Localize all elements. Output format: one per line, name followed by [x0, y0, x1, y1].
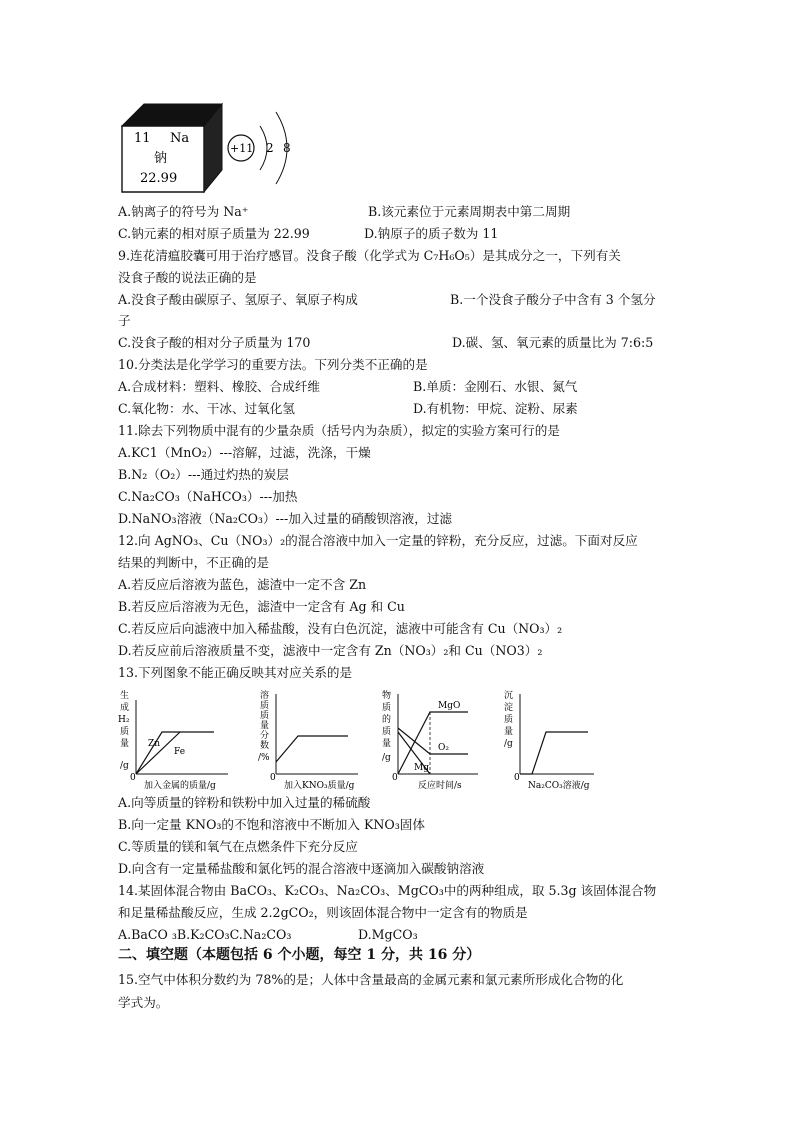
graph-a-fe-label: Fe — [174, 747, 186, 757]
q8-option-a: A.钠离子的符号为 Na⁺ — [118, 204, 249, 219]
graph-d — [504, 690, 594, 791]
graph-b-ylabel-4: 量 — [260, 721, 270, 731]
graph-b-ylabel-1: 溶 — [260, 691, 270, 701]
graph-d-origin: 0 — [514, 773, 520, 783]
graph-d-unit: /g — [504, 739, 513, 749]
q12-option-a: A.若反应后溶液为蓝色，滤渣中一定不含 Zn — [118, 577, 367, 592]
graph-b — [258, 689, 358, 791]
element-symbol: Na — [170, 131, 190, 146]
graph-a-ylabel-1: 生 — [120, 691, 130, 701]
sodium-element-figure — [118, 100, 308, 196]
q12-option-d: D.若反应前后溶液质量不变，滤液中一定含有 Zn（NO₃）₂和 Cu（NO3）₂ — [118, 643, 543, 658]
q9-option-b: B.一个没食子酸分子中含有 3 个氢分 — [450, 292, 656, 307]
shell-1-count: 2 — [266, 141, 274, 155]
graph-b-ylabel-2: 质 — [260, 701, 270, 711]
graph-a-unit: /g — [120, 761, 129, 771]
q11-option-d: D.NaNO₃溶液（Na₂CO₃）---加入过量的硝酸钡溶液，过滤 — [118, 511, 453, 526]
q9-stem-line1: 9.连花清瘟胶囊可用于治疗感冒。没食子酸（化学式为 C₇H₆O₅）是其成分之一，下列有关 — [118, 248, 621, 263]
q11-option-a: A.KC1（MnO₂）---溶解，过滤，洗涤，干燥 — [118, 445, 371, 460]
q10-option-b: B.单质：金刚石、水银、氮气 — [413, 379, 578, 394]
graph-d-ylabel-4: 量 — [504, 727, 514, 737]
q9-option-a: A.没食子酸由碳原子、氢原子、氧原子构成 — [118, 292, 358, 307]
graph-b-ylabel-6: 数 — [260, 741, 270, 751]
graph-b-ylabel-3: 质 — [260, 711, 270, 721]
graph-a — [118, 689, 228, 791]
q8-option-d: D.钠原子的质子数为 11 — [364, 226, 499, 241]
graph-c-ylabel-5: 量 — [382, 739, 392, 749]
q10-option-a: A.合成材料：塑料、橡胶、合成纤维 — [118, 379, 321, 394]
q13-stem: 13.下列图象不能正确反映其对应关系的是 — [118, 665, 353, 680]
graph-b-xlabel: 加入KNO₃质量/g — [284, 781, 355, 791]
q9-option-b-wrap: 子 — [118, 313, 131, 328]
graph-c-unit: /g — [382, 753, 391, 763]
graph-d-xlabel: Na₂CO₃溶液/g — [528, 781, 590, 791]
q9-option-d: D.碳、氢、氧元素的质量比为 7:6:5 — [452, 335, 654, 350]
q14-stem-line1: 14.某固体混合物由 BaCO₃、K₂CO₃、Na₂CO₃、MgCO₃中的两种组成，取 5.3g 该固体混合物 — [118, 883, 657, 898]
graph-a-zn-label: Zn — [148, 739, 161, 749]
shell-2-count: 8 — [283, 141, 291, 155]
q14-stem-line2: 和足量稀盐酸反应，生成 2.2gCO₂，则该固体混合物中一定含有的物质是 — [118, 905, 528, 920]
graph-d-ylabel-3: 质 — [504, 715, 514, 725]
graph-b-ylabel-5: 分 — [260, 731, 270, 741]
graph-a-ylabel-4: 质 — [120, 727, 130, 737]
q13-graphs — [118, 688, 598, 792]
graph-d-ylabel-2: 淀 — [504, 703, 514, 713]
q10-stem: 10.分类法是化学学习的重要方法。下列分类不正确的是 — [118, 357, 428, 372]
q13-option-c: C.等质量的镁和氧气在点燃条件下充分反应 — [118, 839, 358, 854]
q8-option-b: B.该元素位于元素周期表中第二周期 — [368, 204, 571, 219]
graph-a-origin: 0 — [130, 773, 136, 783]
q15-line2: 学式为。 — [118, 995, 169, 1010]
graph-c-ylabel-2: 质 — [382, 703, 392, 713]
nucleus-charge: +11 — [230, 142, 254, 155]
q11-option-b: B.N₂（O₂）---通过灼热的炭层 — [118, 467, 289, 482]
graph-c — [382, 689, 478, 791]
q12-stem-line2: 结果的判断中，不正确的是 — [118, 555, 270, 570]
q11-stem: 11.除去下列物质中混有的少量杂质（括号内为杂质），拟定的实验方案可行的是 — [118, 423, 560, 438]
graph-c-xlabel: 反应时间/s — [418, 781, 462, 791]
q9-option-c: C.没食子酸的相对分子质量为 170 — [118, 335, 311, 350]
q9-stem-line2: 没食子酸的说法正确的是 — [118, 270, 257, 285]
element-number: 11 — [134, 131, 151, 146]
graph-b-unit: /% — [258, 753, 270, 763]
graph-d-ylabel-1: 沉 — [504, 691, 514, 701]
graph-a-ylabel-5: 量 — [120, 739, 130, 749]
graph-c-ylabel-1: 物 — [382, 691, 392, 701]
q12-option-b: B.若反应后溶液为无色，滤渣中一定含有 Ag 和 Cu — [118, 599, 405, 614]
graph-b-origin: 0 — [270, 773, 276, 783]
graph-c-origin: 0 — [392, 773, 398, 783]
q13-option-d: D.向含有一定量稀盐酸和氯化钙的混合溶液中逐滴加入碳酸钠溶液 — [118, 861, 485, 876]
q10-option-c: C.氧化物：水、干冰、过氧化氢 — [118, 401, 295, 416]
element-mass: 22.99 — [140, 171, 178, 186]
q14-options-abc: A.BaCO ₃B.K₂CO₃C.Na₂CO₃ — [118, 927, 292, 942]
graph-a-ylabel-2: 成 — [120, 703, 130, 713]
q10-option-d: D.有机物：甲烷、淀粉、尿素 — [413, 401, 578, 416]
graph-c-ylabel-4: 质 — [382, 727, 392, 737]
graph-c-mg-label: Mg — [414, 763, 429, 773]
graph-c-ylabel-3: 的 — [382, 715, 392, 725]
q11-option-c: C.Na₂CO₃（NaHCO₃）---加热 — [118, 489, 298, 504]
element-name: 钠 — [154, 151, 168, 166]
q13-option-b: B.向一定量 KNO₃的不饱和溶液中不断加入 KNO₃固体 — [118, 817, 425, 832]
q14-option-d: D.MgCO₃ — [358, 927, 418, 942]
q15-line1: 15.空气中体积分数约为 78%的是；人体中含量最高的金属元素和氯元素所形成化合物的化 — [118, 972, 624, 987]
graph-a-ylabel-3: H₂ — [118, 715, 130, 725]
q12-option-c: C.若反应后向滤液中加入稀盐酸，没有白色沉淀，滤液中可能含有 Cu（NO₃）₂ — [118, 621, 563, 636]
graph-a-xlabel: 加入金属的质量/g — [144, 781, 216, 791]
q12-stem-line1: 12.向 AgNO₃、Cu（NO₃）₂的混合溶液中加入一定量的锌粉，充分反应，过滤。下面对反应 — [118, 533, 638, 548]
q13-option-a: A.向等质量的锌粉和铁粉中加入过量的稀硫酸 — [118, 795, 371, 810]
q8-option-c: C.钠元素的相对原子质量为 22.99 — [118, 226, 310, 241]
graph-c-o2-label: O₂ — [438, 743, 449, 753]
section-2-title: 二、填空题（本题包括 6 个小题，每空 1 分，共 16 分） — [118, 947, 481, 963]
graph-c-mgo-label: MgO — [438, 701, 461, 711]
